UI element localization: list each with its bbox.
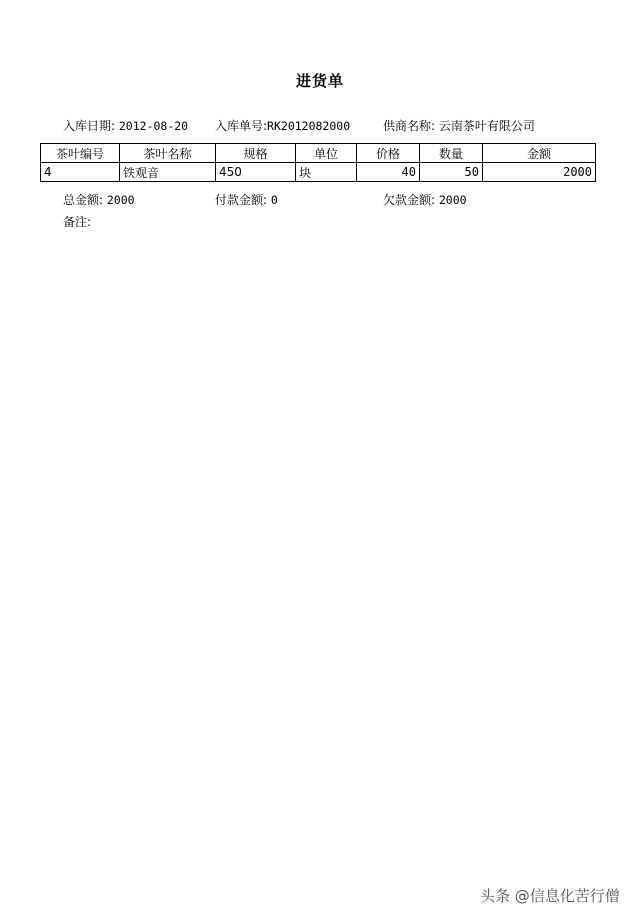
cell-amount: 2000 bbox=[483, 163, 596, 182]
entry-order-value: RK2012082000 bbox=[267, 119, 351, 133]
cell-tea-name: 铁观音 bbox=[120, 163, 216, 182]
entry-date-label: 入库日期: bbox=[63, 119, 116, 133]
table-row bbox=[41, 163, 596, 182]
col-quantity: 数量 bbox=[420, 144, 483, 163]
entry-order-number bbox=[215, 117, 350, 134]
entry-order-label: 入库单号: bbox=[215, 119, 268, 133]
paid-amount bbox=[215, 191, 278, 208]
owed-amount-label: 欠款金额: bbox=[383, 193, 436, 207]
col-price: 价格 bbox=[357, 144, 420, 163]
remark-label: 备注: bbox=[63, 215, 92, 229]
col-tea-code: 茶叶编号 bbox=[41, 144, 120, 163]
entry-date-value: 2012-08-20 bbox=[118, 119, 189, 133]
owed-amount-value: 2000 bbox=[438, 193, 467, 207]
supplier-name bbox=[383, 117, 535, 134]
col-amount: 金额 bbox=[483, 144, 596, 163]
paid-amount-value: 0 bbox=[270, 193, 278, 207]
col-tea-name: 茶叶名称 bbox=[120, 144, 216, 163]
document-title: 进货单 bbox=[295, 72, 344, 90]
goods-table bbox=[40, 143, 596, 182]
supplier-label: 供商名称: bbox=[383, 119, 436, 133]
cell-tea-code: 4 bbox=[41, 163, 120, 182]
paid-amount-label: 付款金额: bbox=[215, 193, 268, 207]
entry-date bbox=[63, 117, 188, 134]
owed-amount bbox=[383, 191, 467, 208]
cell-price: 40 bbox=[357, 163, 420, 182]
total-amount-label: 总金额: bbox=[63, 193, 104, 207]
cell-spec: 450 bbox=[216, 163, 296, 182]
col-unit: 单位 bbox=[296, 144, 357, 163]
watermark: 头条 @信息化苦行僧 bbox=[480, 887, 620, 905]
total-amount-value: 2000 bbox=[106, 193, 135, 207]
table-header-row bbox=[41, 144, 596, 163]
total-amount bbox=[63, 191, 135, 208]
col-spec: 规格 bbox=[216, 144, 296, 163]
supplier-value: 云南茶叶有限公司 bbox=[438, 119, 535, 133]
cell-unit: 块 bbox=[296, 163, 357, 182]
cell-quantity: 50 bbox=[420, 163, 483, 182]
